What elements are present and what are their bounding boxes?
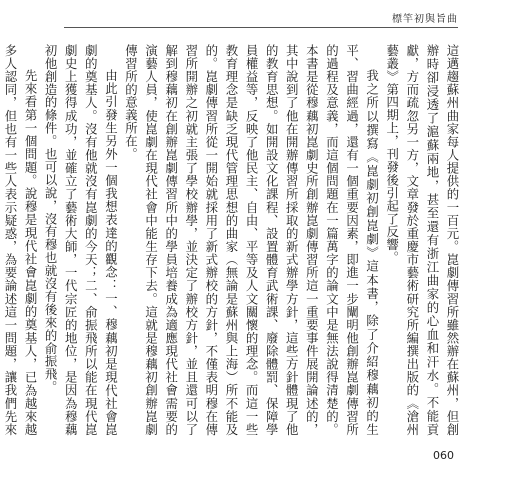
running-header: 標竿初與旨曲 — [392, 14, 458, 25]
header-rule — [64, 27, 458, 28]
paragraph: 先來看第一個問題。說穆是現代社會崑劇的奠基人，已為越來越多人認同，但也有一些人表示疑惑，為要論述這一問題，讓我們先來 — [2, 44, 39, 436]
paragraph: 這邁趨蘇州曲家每人提供的一百元。崑劇傳習所雖然辦在蘇州，但創辦時卻浸透了滬蘇兩地，甚至還有浙江曲家的心血和汗水。不能貢獻，方而疏忽另一方，文章發於重慶市藝術研究所編撰出版的《滄州藝叢》第四期上，刊發後引起了反響。 — [384, 44, 460, 436]
body-text — [2, 44, 462, 436]
paragraph: 由此引發生另外一個我想表達的觀念：一、穆藕初是現代社會崑劇的奠基人。沒有他就沒有崑劇的今天；二、俞振飛所以能在現代崑劇史上獲得成功，並確立了藝術大師，一代宗匠的地位，是因為穆藕初他創造的條件。也可以說，沒有穆也就沒有後來的俞振飛。 — [43, 44, 119, 436]
page-number: 060 — [433, 449, 454, 462]
paragraph: 我之所以撰寫《崑劇初創崑劇》這本書，除了介紹穆藕初的生平、習曲經過，還有一個重要因素，即進一步闡明他創辦崑劇傳習所的過程及意義，而這個問題在一篇萬字的論文中是無法說得清楚的。本書是從穆藕初崑劇史所創辦崑劇傳習所這一重要事件展開論述的，其中說到了他在開辦傳習所採取的新式辦學方針，這些方針體現了他的教育思想。如開設文化課程、設置體育武術課、廢除體罰、保障學員權益等，反映了他民主、自由、平等及人文關懷的理念。而這一些教育理念是缺乏現代管理思想的曲家（無論是蘇州與上海）所不能及的。崑劇傳習所從一開始就採用了新式辦校的方針，不僅表明穆在傳習所開辦之初就主張了學校辦學，並決定了辦校方針，並且還可以了解到穆藕初在創辦崑劇傳習所中的學員培養成為適應現代社會需要的演藝人員，使崑劇在現代社會中能生存下去。這就是穆藕初創辦崑劇傳習所的意義所在。 — [123, 44, 380, 436]
